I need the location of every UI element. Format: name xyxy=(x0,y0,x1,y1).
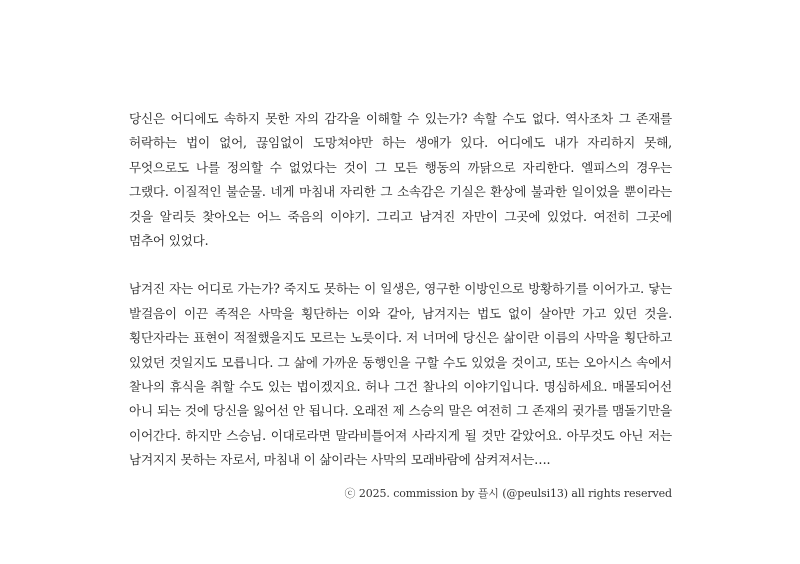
document-body xyxy=(129,107,672,473)
paragraph-2: 남겨진 자는 어디로 가는가? 죽지도 못하는 이 일생은, 영구한 이방인으로 방황하기를 이어가고. 닿는 발걸음이 이끈 족적은 사막을 횡단하는 이와 같아, 남겨지는 법도 없이 살아만 가고 있던 것을. 횡단자라는 표현이 적절했을지도 모르는 노릇이다. 저 너머에 당신은 삶이란 이름의 사막을 횡단하고 있었던 것일지도 모릅니다. 그 삶에 가까운 동행인을 구할 수도 있었을 것이고, 또는 오아시스 속에서 찰나의 휴식을 취할 수도 있는 법이겠지요. 허나 그건 찰나의 이야기입니다. 명심하세요. 매몰되어선 아니 되는 것에 당신을 잃어선 안 됩니다. 오래전 제 스승의 말은 여전히 그 존재의 귓가를 맴돌기만을 이어간다. 하지만 스승님. 이대로라면 말라비틀어져 사라지게 될 것만 같았어요. 아무것도 아닌 저는 남겨지지 못하는 자로서, 마침내 이 삶이라는 사막의 모래바람에 삼켜져서는…. xyxy=(129,281,672,468)
copyright-credit: ⓒ 2025. commission by 플시 (@peulsi13) all rights reserved xyxy=(344,487,672,500)
paragraph-1: 당신은 어디에도 속하지 못한 자의 감각을 이해할 수 있는가? 속할 수도 없다. 역사조차 그 존재를 허락하는 법이 없어, 끊임없이 도망쳐야만 하는 생애가 있다. 어디에도 내가 자리하지 못해, 무엇으로도 나를 정의할 수 없었다는 것이 그 모든 행동의 까닭으로 자리한다. 엘피스의 경우는 그랬다. 이질적인 불순물. 네게 마침내 자리한 그 소속감은 기실은 환상에 불과한 일이었을 뿐이라는 것을 알리듯 찾아오는 어느 죽음의 이야기. 그리고 남겨진 자만이 그곳에 있었다. 여전히 그곳에 멈추어 있었다. xyxy=(129,111,672,249)
